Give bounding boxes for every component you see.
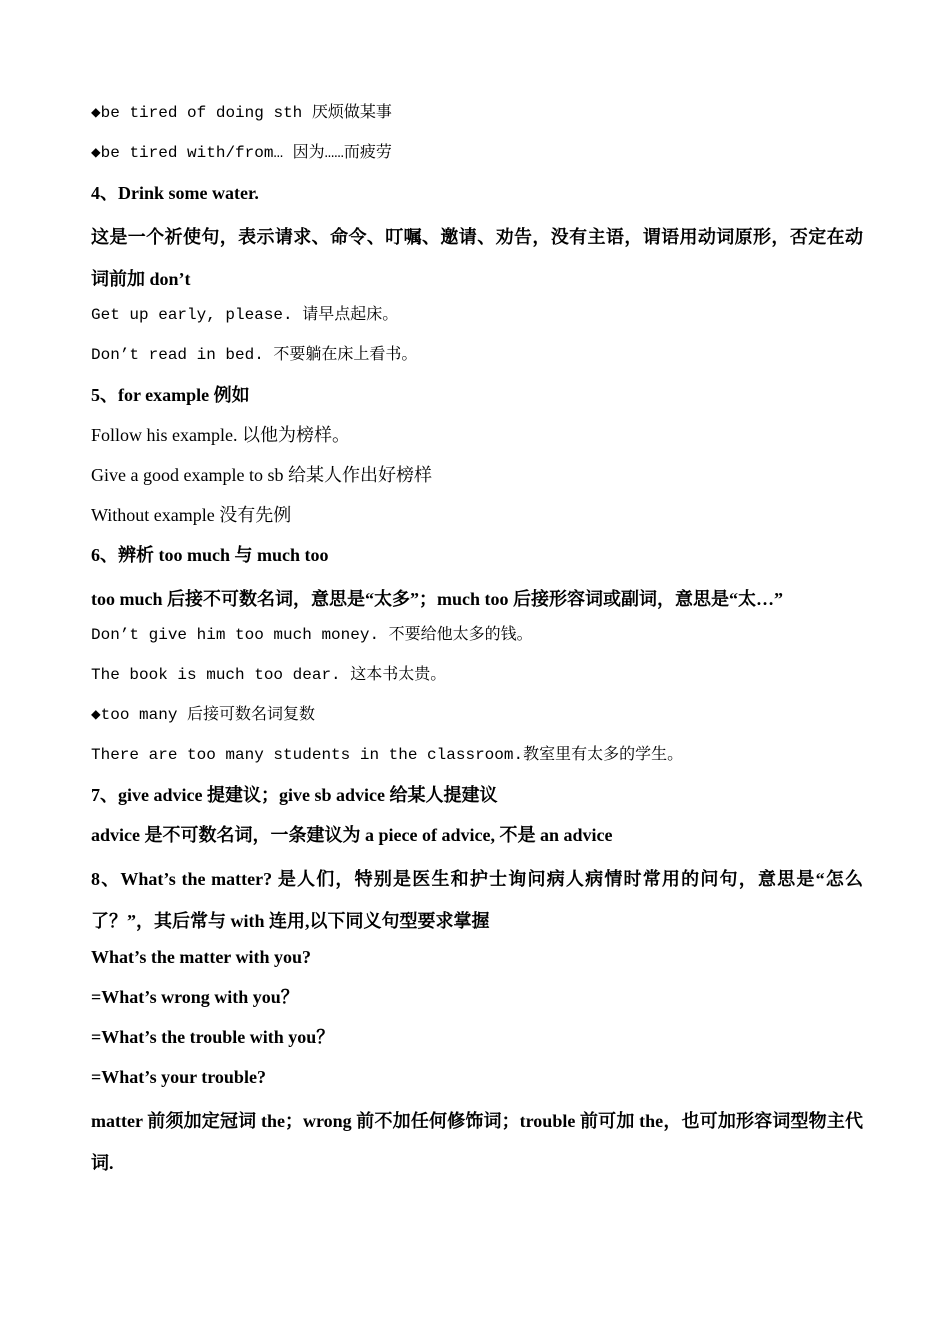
example-sentence: Follow his example. 以他为榜样。 <box>91 425 350 445</box>
example-sentence: Get up early, please. 请早点起床。 <box>91 306 399 324</box>
text-line: ◆be tired of doing sth 厌烦做某事 <box>91 104 392 122</box>
section-heading: 6、辨析 too much 与 much too <box>91 545 329 565</box>
example-sentence: =What’s the trouble with you？ <box>91 1027 335 1047</box>
section-heading: 7、give advice 提建议；give sb advice 给某人提建议 <box>91 785 498 805</box>
example-sentence: Give a good example to sb 给某人作出好榜样 <box>91 465 432 485</box>
example-sentence: =What’s wrong with you？ <box>91 987 299 1007</box>
explanation-paragraph: too much 后接不可数名词，意思是“太多”；much too 后接形容词或副词，意思是“太…” <box>91 589 783 609</box>
section-heading: 8、What’s the matter? 是人们，特别是医生和护士询问病人病情时常用的问句，意思是“怎么了？”，其后常与 with 连用,以下同义句型要求掌握 <box>91 869 863 931</box>
example-sentence: What’s the matter with you? <box>91 947 311 967</box>
example-sentence: Without example 没有先例 <box>91 505 292 525</box>
example-sentence: Don’t give him too much money. 不要给他太多的钱。 <box>91 626 533 644</box>
example-sentence: =What’s your trouble? <box>91 1067 266 1087</box>
explanation-paragraph: matter 前须加定冠词 the；wrong 前不加任何修饰词；trouble 前可加 the，也可加形容词型物主代词. <box>91 1111 863 1173</box>
text-line: ◆too many 后接可数名词复数 <box>91 706 316 724</box>
example-sentence: There are too many students in the classroom.教室里有太多的学生。 <box>91 746 684 764</box>
example-sentence: Don’t read in bed. 不要躺在床上看书。 <box>91 346 418 364</box>
document-page <box>91 96 863 1184</box>
section-heading: 4、Drink some water. <box>91 183 259 203</box>
text-line: ◆be tired with/from… 因为……而疲劳 <box>91 144 392 162</box>
example-sentence: The book is much too dear. 这本书太贵。 <box>91 666 447 684</box>
section-heading: 5、for example 例如 <box>91 385 250 405</box>
explanation-paragraph: 这是一个祈使句，表示请求、命令、叮嘱、邀请、劝告，没有主语，谓语用动词原形，否定在动词前加 don’t <box>91 227 863 289</box>
explanation-line: advice 是不可数名词，一条建议为 a piece of advice, 不是 an advice <box>91 825 613 845</box>
